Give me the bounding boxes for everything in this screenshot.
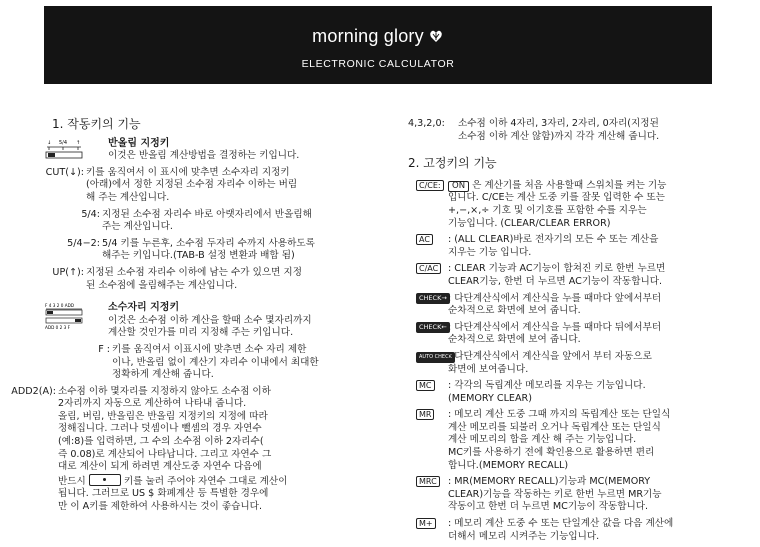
text-fragment: 은 계산기를 처음 사용할때 스위치를 켜는 기능: [472, 179, 667, 191]
rounding-key-block: [44, 138, 364, 163]
text-line: (아래)에서 정한 지정된 소수점 자리수 이하는 버림: [86, 179, 298, 191]
key-desc: [448, 180, 708, 230]
text-line: : (ALL CLEAR)바로 전자기의 모든 수 또는 계산을: [448, 234, 659, 246]
text-line: 소수점 이하 계산 않함)까지 각각 계산해 줍니다.: [458, 130, 660, 142]
key-label: [416, 263, 448, 288]
text-line: 키를 움직여서 이 표시에 맞추면 소수자리 지정키: [86, 166, 290, 178]
brand: [44, 26, 712, 47]
key-item-cce: [416, 180, 708, 230]
text-line: +,−,×,÷ 기호 및 이기호를 포함한 수를 지우는: [448, 204, 647, 216]
key-item-cac: [416, 263, 708, 288]
mc-key-icon: MC: [416, 380, 435, 391]
key-item-check-backward: [416, 322, 708, 347]
rounding-switch-icon: [44, 138, 84, 166]
rounding-key-desc: 이것은 반올림 계산방법을 결정하는 키입니다.: [108, 150, 300, 162]
cce-key-icon: C/CE:: [416, 180, 444, 191]
text-line: : 메모리 계산 도중 그때 까지의 독립계산 또는 단일식: [448, 409, 671, 421]
text-line: 이나, 반올림 없이 계산기 자리수 이내에서 최대한: [112, 356, 319, 368]
key-label: [416, 380, 448, 405]
text-line: : 다단계산식에서 계산식을 누를 때마다 앞에서부터: [448, 292, 662, 304]
key-label: [416, 180, 448, 230]
text-line: MC키를 사용하기 전에 확인용으로 활용하면 편리: [448, 447, 655, 459]
section-title-operation-keys: 1. 작동키의 기능: [52, 117, 141, 131]
mrc-key-icon: MRC: [416, 476, 440, 487]
decimal-item-f: [30, 344, 364, 382]
key-desc: [448, 293, 708, 318]
header-banner: [44, 6, 712, 84]
text-line: 더해서 메모리 시켜주는 기능입니다.: [448, 530, 600, 542]
key-label: [416, 322, 448, 347]
auto-check-key-icon: AUTO CHECK: [416, 352, 455, 363]
item-label: 4,3,2,0:: [408, 118, 445, 129]
text-line: 대로 계산이 되게 하려면 계산도중 자연수 다음에: [58, 461, 262, 473]
subtitle: ELECTRONIC CALCULATOR: [301, 58, 455, 70]
text-line: 된 소수점에 올림해주는 계산입니다.: [86, 279, 238, 291]
text-line: : 각각의 독립계산 메모리를 지우는 기능입니다.: [448, 380, 646, 392]
key-label: [416, 351, 452, 376]
key-item-check-forward: [416, 293, 708, 318]
mr-key-icon: MR: [416, 409, 434, 420]
text-line: 만 이 A키를 제한하여 사용하시는 것이 좋습니다.: [58, 501, 262, 513]
decimal-switch-top-labels: F 4 3 2 0 ADD: [45, 303, 75, 309]
key-desc: [448, 409, 708, 472]
text-line: 화면에 보여줍니다.: [448, 363, 529, 375]
cac-key-icon: C/AC: [416, 263, 441, 274]
ac-key-icon: AC: [416, 234, 433, 245]
text-line: 올림, 버림, 반올림은 반올림 지정키의 지정에 따라: [58, 410, 268, 422]
text-line: 입니다. C/CE는 계산 도중 키를 잘못 입력한 수 또는: [448, 192, 665, 204]
item-text: [458, 118, 708, 143]
decimal-key-desc: [108, 315, 364, 340]
text-line: 작동이고 한번 더 누르면 MC기능이 작동합니다.: [448, 501, 649, 513]
text-line: 기능입니다. (CLEAR/CLEAR ERROR): [448, 217, 611, 229]
key-desc: [448, 518, 708, 543]
text-line: 5/4 키를 누른후, 소수점 두자리 수까지 사용하도록: [102, 237, 315, 249]
decimal-item-add: [0, 386, 364, 514]
rounding-item-up: [30, 267, 364, 292]
text-line: 지정된 소수점 자리수 이하에 남는 수가 있으면 지정: [86, 266, 302, 278]
item-label: ADD2(A):: [11, 385, 56, 397]
key-desc: [448, 263, 708, 288]
item-label: 5/4−2:: [67, 237, 100, 249]
key-item-mr: [416, 409, 708, 472]
svg-text:5/4: 5/4: [59, 139, 68, 146]
key-label: [416, 476, 448, 514]
text-line: 순차적으로 화면에 보여 줍니다.: [448, 305, 581, 317]
text-line: 지우는 기능 입니다.: [448, 246, 532, 258]
rounding-item-54: [30, 209, 364, 234]
item-text: [86, 267, 364, 292]
item-label: UP(↑):: [52, 266, 84, 278]
key-desc: [448, 322, 708, 347]
rounding-options: [45, 166, 364, 292]
text-line: CLEAR)기능을 작동하는 키로 한번 누르면 MR기능: [448, 488, 662, 500]
key-label: [416, 293, 448, 318]
section-title-fixed-keys: 2. 고정키의 기능: [408, 156, 497, 171]
key-item-mplus: [416, 518, 708, 543]
key-label: [416, 518, 448, 543]
text-fragment: 반드시: [58, 475, 86, 487]
decimal-switch-bottom-labels: ADD 0 2 3 F: [45, 325, 71, 331]
left-column: [11, 117, 364, 514]
item-text: [58, 386, 364, 514]
text-line: : 다단계산식에서 계산식을 누를 때마다 뒤에서부터: [448, 321, 662, 333]
text-line: : 메모리 계산 도중 수 또는 단일계산 값을 다음 계산에: [448, 518, 674, 530]
item-text: [112, 344, 364, 382]
key-desc: [448, 380, 708, 405]
key-desc: [448, 351, 708, 376]
decimal-item-4320: [408, 118, 708, 143]
text-line: 주는 계산입니다.: [102, 221, 173, 233]
text-line: 지정된 소수점 자리수 바로 아랫자리에서 반올림해: [102, 208, 312, 220]
item-label: F :: [98, 343, 110, 355]
text-line: 계산할 것인가를 미리 지정해 주는 키입니다.: [108, 327, 294, 339]
key-desc: [448, 476, 708, 514]
text-line: 순차적으로 화면에 보여 줍니다.: [448, 334, 581, 346]
text-line: 됩니다. 그러므로 US $ 화폐계산 등 특별한 경우에: [58, 488, 269, 500]
decimal-key-block: [44, 302, 364, 340]
text-line: : 다단계산식에서 계산식을 앞에서 부터 자동으로: [448, 350, 652, 362]
item-text: [102, 238, 364, 263]
mplus-key-icon: M+: [416, 518, 436, 529]
text-line: : CLEAR 기능과 AC기능이 합쳐진 키로 한번 누르면: [448, 263, 666, 275]
decimal-switch-icon: [44, 302, 84, 330]
svg-text:↓: ↓: [47, 139, 52, 146]
text-line-with-key: [58, 474, 364, 489]
on-key-icon: ON: [448, 181, 469, 192]
text-line: 이것은 소수점 이하 계산을 할때 소수 몇자리까지: [108, 314, 312, 326]
text-line: 계산 메모리를 되불러 오거나 독립계산 또는 단일식: [448, 421, 661, 433]
text-line: 합니다.(MEMORY RECALL): [448, 459, 569, 471]
text-line: 정해집니다. 그러나 덧셈이나 뺄셈의 경우 자연수: [58, 423, 262, 435]
text-line: 소수점 이하 4자리, 3자리, 2자리, 0자리(지정된: [458, 118, 659, 129]
text-line: 소수점 이하 몇자리를 지정하지 않아도 소수점 이하: [58, 385, 271, 397]
key-item-mc: [416, 380, 708, 405]
item-text: [86, 167, 364, 205]
text-line: 해주는 키입니다.(TAB-B 설정 변환과 배합 됨): [102, 250, 295, 262]
text-line: 2자리까지 자동으로 계산하여 나타내 줍니다.: [58, 398, 247, 410]
text-line: 정확하게 계산해 줍니다.: [112, 369, 214, 381]
key-desc: [448, 234, 708, 259]
key-label: [416, 234, 448, 259]
text-line: (예:8)를 입력하면, 그 수의 소수점 이하 2자리수(: [58, 436, 264, 448]
rounding-item-54-2: [30, 238, 364, 263]
flower-logo-icon: [428, 29, 444, 43]
text-line: 계산 메모리의 합을 계산 해 주는 기능입니다.: [448, 434, 637, 446]
text-line: : MR(MEMORY RECALL)기능과 MC(MEMORY: [448, 476, 651, 488]
key-item-ac: [416, 234, 708, 259]
rounding-item-cut: [30, 167, 364, 205]
check-backward-key-icon: CHECK←: [416, 322, 450, 333]
brand-name: morning glory: [312, 26, 424, 46]
text-line: 키를 움직여서 이표시에 맞추면 소수 자리 제한: [112, 343, 307, 355]
text-line: 즉 0.08)로 계산되어 나타납니다. 그리고 자연수 그: [58, 448, 272, 460]
decimal-point-key-icon: [89, 474, 121, 486]
item-text: [102, 209, 364, 234]
right-column: [408, 118, 708, 543]
text-line: [448, 180, 708, 193]
text-line: (MEMORY CLEAR): [448, 392, 532, 404]
text-fragment: 키를 눌러 주어야 자연수 그대로 계산이: [123, 475, 288, 487]
item-label: CUT(↓):: [45, 166, 84, 178]
svg-text:↑: ↑: [76, 139, 81, 146]
rounding-key-title: 반올림 지정키: [108, 137, 170, 149]
check-forward-key-icon: CHECK→: [416, 293, 450, 304]
text-line: CLEAR기능, 한번 더 누르면 AC기능이 작동합니다.: [448, 275, 663, 287]
fixed-keys-list: [416, 180, 708, 543]
decimal-key-title: 소수자리 지정키: [108, 302, 180, 314]
text-line: 해 주는 계산입니다.: [86, 191, 170, 203]
key-item-mrc: [416, 476, 708, 514]
item-label: 5/4:: [81, 208, 100, 220]
key-item-auto-check: [416, 351, 708, 376]
key-label: [416, 409, 448, 472]
